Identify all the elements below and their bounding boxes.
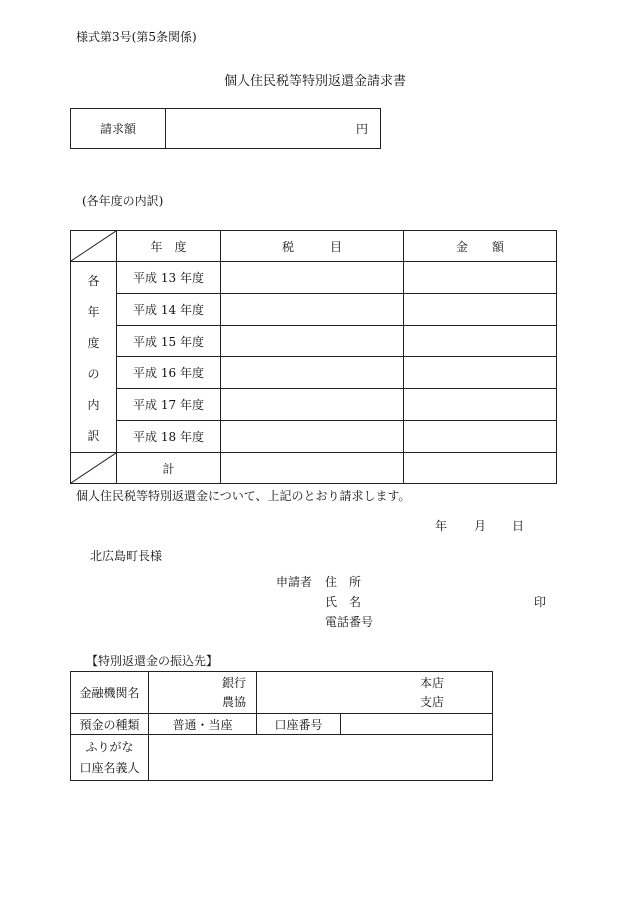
deposit-type-label: 預金の種類 [71,714,149,735]
name-label: 氏 名 [325,595,362,609]
request-statement: 個人住民税等特別返還金について、上記のとおり請求します。 [76,489,411,503]
breakdown-table [70,230,557,484]
account-number-label: 口座番号 [257,714,341,735]
year-header: 年 度 [117,231,221,262]
total-diagonal-cell [71,453,117,484]
document-title: 個人住民税等特別返還金請求書 [223,74,406,89]
total-label: 計 [117,453,221,484]
account-number-field[interactable] [341,714,493,735]
tax-item-field[interactable] [221,389,404,421]
yen-unit: 円 [355,122,368,136]
institution-type-cell [149,672,257,714]
tax-item-field[interactable] [221,421,404,453]
year-cell: 平成 13 年度 [117,262,221,294]
total-amount-field[interactable] [404,453,557,484]
total-tax-item-field[interactable] [221,453,404,484]
amount-field[interactable] [404,262,557,294]
amount-header: 金 額 [404,231,557,262]
date-day-label: 日 [512,519,525,533]
phone-label: 電話番号 [325,615,374,629]
account-holder-field[interactable] [149,735,493,781]
amount-field[interactable] [404,389,557,421]
deposit-type-value[interactable]: 普通・当座 [149,714,257,735]
amount-field[interactable] [404,421,557,453]
tax-item-field[interactable] [221,325,404,357]
main-branch-label: 本店 [420,675,445,690]
applicant-label: 申請者 [276,575,313,589]
claim-label: 請求額 [71,109,166,149]
year-cell: 平成 14 年度 [117,293,221,325]
coop-label: 農協 [221,694,246,709]
breakdown-caption: (各年度の内訳) [82,194,164,208]
account-holder-label: 口座名義人 [79,760,140,775]
amount-field[interactable] [404,293,557,325]
tax-item-header: 税 目 [221,231,404,262]
breakdown-side-label: 各 年 度 の 内 訳 [71,262,117,453]
addressee: 北広島町長様 [90,549,163,563]
year-cell: 平成 16 年度 [117,357,221,389]
year-cell: 平成 17 年度 [117,389,221,421]
claim-table [70,108,381,149]
amount-field[interactable] [404,325,557,357]
tax-item-field[interactable] [221,262,404,294]
seal-mark: 印 [534,595,547,609]
amount-field[interactable] [404,357,557,389]
bank-table [70,671,493,781]
form-number: 様式第3号(第5条関係) [76,30,197,44]
date-year-label: 年 [435,519,448,533]
year-cell: 平成 15 年度 [117,325,221,357]
header-diagonal-cell [71,231,117,262]
date-month-label: 月 [474,519,487,533]
year-cell: 平成 18 年度 [117,421,221,453]
institution-label: 金融機関名 [71,672,149,714]
claim-amount-field[interactable] [166,109,381,149]
branch-label: 支店 [420,694,445,709]
tax-item-field[interactable] [221,293,404,325]
bank-label: 銀行 [221,675,246,690]
holder-label-cell [71,735,149,781]
furigana-label: ふりがな [85,739,134,754]
address-label: 住 所 [325,575,362,589]
bank-caption: 【特別返還金の振込先】 [86,654,219,668]
tax-item-field[interactable] [221,357,404,389]
branch-cell[interactable] [257,672,493,714]
